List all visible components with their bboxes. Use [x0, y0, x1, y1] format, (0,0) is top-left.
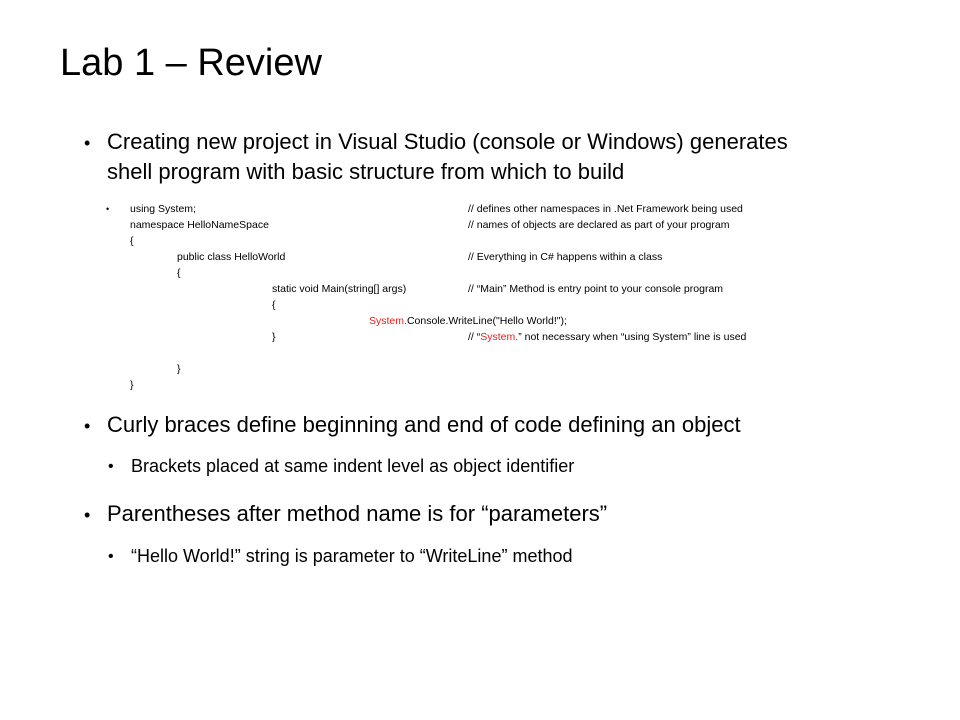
code-bullet-marker: •: [106, 204, 110, 214]
code-comment-6: // “Main” Method is entry point to your console program: [468, 283, 724, 295]
slide-title: Lab 1 – Review: [60, 42, 322, 84]
code-line-1: using System;: [130, 203, 196, 215]
code-comment-2: // names of objects are declared as part of your program: [468, 219, 730, 231]
bullet-marker: •: [84, 133, 91, 153]
code-comment-1: // defines other namespaces in .Net Framework being used: [468, 203, 743, 215]
code-comment-9-system: System.: [480, 331, 519, 343]
code-line-8-call: Console.WriteLine("Hello World!");: [406, 315, 567, 327]
code-line-7: {: [272, 299, 276, 311]
code-line-5: {: [177, 267, 181, 279]
bullet-2-text: Curly braces define beginning and end of code defining an object: [107, 412, 741, 437]
bullet-marker: •: [84, 416, 91, 436]
bullet-3-subtext: “Hello World!” string is parameter to “WriteLine” method: [131, 546, 573, 566]
bullet-3-text: Parentheses after method name is for “parameters”: [107, 501, 608, 526]
code-comment-9-start: // “: [468, 331, 481, 343]
code-line-8: [369, 313, 567, 329]
code-line-10: }: [177, 363, 181, 375]
code-comment-4: // Everything in C# happens within a class: [468, 251, 663, 263]
code-line-3: {: [130, 235, 134, 247]
code-line-9: }: [272, 331, 276, 343]
code-line-2: namespace HelloNameSpace: [130, 219, 269, 231]
sub-bullet-marker: •: [108, 548, 114, 565]
bullet-marker: •: [84, 505, 91, 525]
code-comment-9: [468, 329, 746, 345]
code-line-11: }: [130, 379, 134, 391]
bullet-1-line-2: shell program with basic structure from which to build: [107, 159, 625, 184]
bullet-2-subtext: Brackets placed at same indent level as object identifier: [131, 456, 575, 476]
code-line-6: static void Main(string[] args): [272, 283, 407, 295]
code-line-4: public class HelloWorld: [177, 251, 286, 263]
bullet-1-line-1: Creating new project in Visual Studio (console or Windows) generates: [107, 129, 788, 154]
sub-bullet-marker: •: [108, 458, 114, 475]
code-line-8-system-prefix: System.: [369, 315, 407, 327]
code-comment-9-end: ” not necessary when “using System” line is used: [518, 331, 747, 343]
